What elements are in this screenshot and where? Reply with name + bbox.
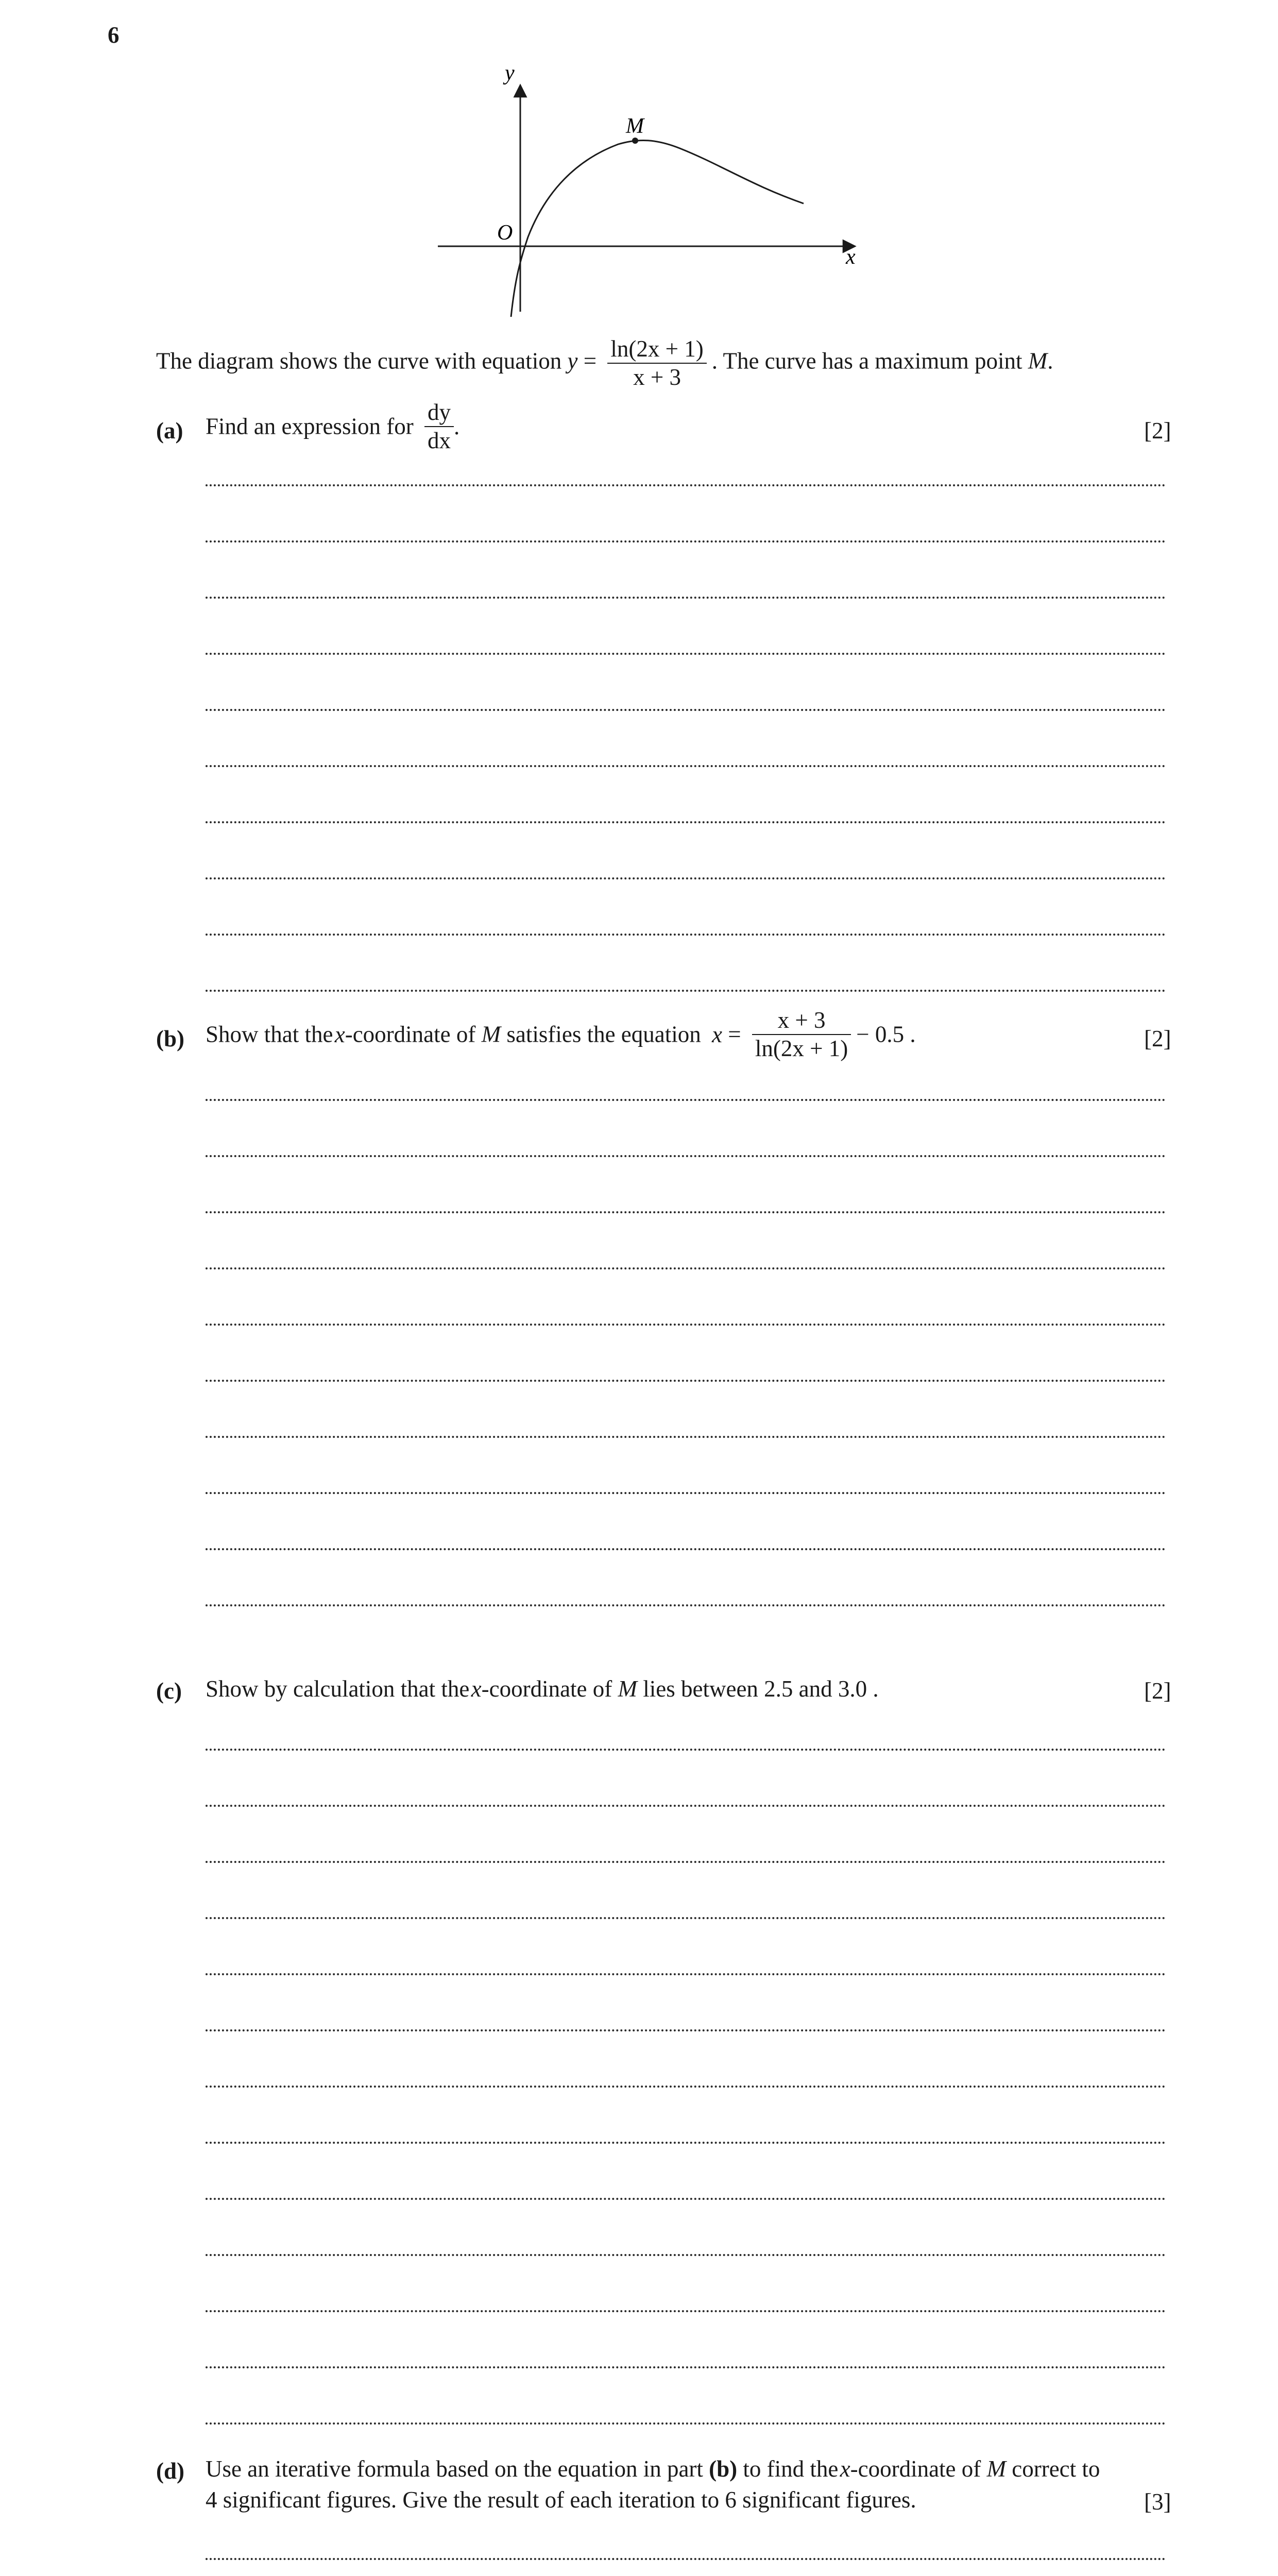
answer-line[interactable] bbox=[206, 1749, 1166, 1751]
part-b-text bbox=[206, 1009, 916, 1060]
answer-line[interactable] bbox=[206, 2422, 1166, 2425]
part-b-fraction bbox=[752, 1009, 851, 1060]
answer-line[interactable] bbox=[206, 2029, 1166, 2031]
intro-text-after: . The curve has a maximum point bbox=[711, 348, 1023, 374]
part-d-label: (d) bbox=[156, 2458, 184, 2484]
intro-text: The diagram shows the curve with equation bbox=[156, 348, 562, 374]
answer-line[interactable] bbox=[206, 2086, 1166, 2088]
answer-line[interactable] bbox=[206, 1380, 1166, 1382]
answer-line[interactable] bbox=[206, 765, 1166, 767]
answer-line[interactable] bbox=[206, 877, 1166, 879]
part-c-text-3: lies between 2.5 and 3.0 . bbox=[643, 1676, 879, 1702]
answer-line[interactable] bbox=[206, 1324, 1166, 1326]
answer-line[interactable] bbox=[206, 990, 1166, 992]
part-c-text bbox=[206, 1677, 879, 1701]
answer-line[interactable] bbox=[206, 484, 1166, 486]
part-a-prompt: Find an expression for bbox=[206, 413, 414, 439]
part-c-point: M bbox=[618, 1676, 638, 1702]
intro-y-var: y bbox=[567, 348, 578, 374]
intro-point: M bbox=[1028, 348, 1048, 374]
answer-line[interactable] bbox=[206, 1548, 1166, 1550]
answer-line[interactable] bbox=[206, 1861, 1166, 1863]
answer-line[interactable] bbox=[206, 1267, 1166, 1269]
answer-line[interactable] bbox=[206, 2366, 1166, 2368]
intro-fraction-numerator: ln(2x + 1) bbox=[607, 337, 706, 364]
answer-line[interactable] bbox=[206, 2254, 1166, 2256]
part-a-marks: [2] bbox=[1144, 418, 1171, 444]
answer-line[interactable] bbox=[206, 1973, 1166, 1975]
part-a-end: . bbox=[453, 413, 460, 439]
answer-line[interactable] bbox=[206, 821, 1166, 823]
part-a-label: (a) bbox=[156, 418, 183, 444]
part-c-text-2: -coordinate of bbox=[481, 1676, 612, 1702]
intro-sentence bbox=[156, 337, 1053, 389]
part-d-line-2: 4 significant figures. Give the result of each iteration to 6 significant figures. bbox=[206, 2487, 916, 2513]
answer-line[interactable] bbox=[206, 2558, 1166, 2560]
origin-label: O bbox=[497, 221, 513, 245]
part-b-text-3: satisfies the equation bbox=[506, 1021, 701, 1047]
part-c-label: (c) bbox=[156, 1678, 182, 1704]
max-point-marker bbox=[632, 138, 638, 144]
answer-line[interactable] bbox=[206, 934, 1166, 936]
part-b-tail: − 0.5 . bbox=[856, 1021, 916, 1047]
part-b-eq-lhs: x bbox=[712, 1021, 722, 1047]
answer-line[interactable] bbox=[206, 597, 1166, 599]
part-d-marks: [3] bbox=[1144, 2489, 1171, 2515]
curve-diagram bbox=[422, 57, 876, 325]
answer-line[interactable] bbox=[206, 1099, 1166, 1101]
derivative-fraction bbox=[424, 401, 454, 452]
answer-line[interactable] bbox=[206, 2310, 1166, 2312]
part-b-fraction-numerator: x + 3 bbox=[752, 1009, 851, 1035]
answer-line[interactable] bbox=[206, 1492, 1166, 1494]
derivative-denominator: dx bbox=[427, 428, 451, 453]
answer-line[interactable] bbox=[206, 1604, 1166, 1606]
answer-line[interactable] bbox=[206, 709, 1166, 711]
part-b-point: M bbox=[481, 1021, 501, 1047]
x-axis-label: x bbox=[846, 245, 856, 269]
part-d-line-1 bbox=[206, 2458, 1100, 2481]
page-number: 6 bbox=[108, 22, 120, 48]
part-c-x-var: x bbox=[471, 1676, 482, 1702]
part-b-text-2: -coordinate of bbox=[345, 1021, 476, 1047]
part-d-point: M bbox=[986, 2456, 1007, 2482]
answer-line[interactable] bbox=[206, 653, 1166, 655]
intro-fraction-denominator: x + 3 bbox=[633, 364, 681, 390]
y-axis-label: y bbox=[505, 61, 515, 85]
part-b-x-var: x bbox=[334, 1021, 345, 1047]
part-d-x-var: x bbox=[840, 2456, 850, 2482]
curve bbox=[511, 140, 804, 317]
answer-line[interactable] bbox=[206, 2198, 1166, 2200]
answer-line[interactable] bbox=[206, 540, 1166, 543]
max-point-label: M bbox=[626, 114, 644, 138]
part-c-marks: [2] bbox=[1144, 1678, 1171, 1704]
part-d-text-3: -coordinate of bbox=[850, 2456, 981, 2482]
intro-end: . bbox=[1047, 348, 1053, 374]
intro-fraction bbox=[607, 337, 706, 389]
intro-equals: = bbox=[583, 348, 597, 374]
derivative-numerator: dy bbox=[424, 401, 454, 427]
part-b-label: (b) bbox=[156, 1026, 184, 1052]
answer-line[interactable] bbox=[206, 1436, 1166, 1438]
answer-line[interactable] bbox=[206, 1211, 1166, 1213]
part-b-marks: [2] bbox=[1144, 1026, 1171, 1052]
answer-line[interactable] bbox=[206, 1917, 1166, 1919]
part-c-text-1: Show by calculation that the bbox=[206, 1676, 470, 1702]
part-b-equals: = bbox=[728, 1021, 741, 1047]
part-d-text-4: correct to bbox=[1012, 2456, 1100, 2482]
part-a-text bbox=[206, 401, 459, 452]
part-d-text-2: to find the bbox=[743, 2456, 839, 2482]
part-d-part-ref: (b) bbox=[709, 2456, 738, 2482]
part-b-fraction-denominator: ln(2x + 1) bbox=[755, 1036, 848, 1061]
part-d-text-1: Use an iterative formula based on the equation in part bbox=[206, 2456, 703, 2482]
answer-line[interactable] bbox=[206, 1805, 1166, 1807]
answer-line[interactable] bbox=[206, 1155, 1166, 1157]
answer-line[interactable] bbox=[206, 2142, 1166, 2144]
part-b-text-1: Show that the bbox=[206, 1021, 333, 1047]
